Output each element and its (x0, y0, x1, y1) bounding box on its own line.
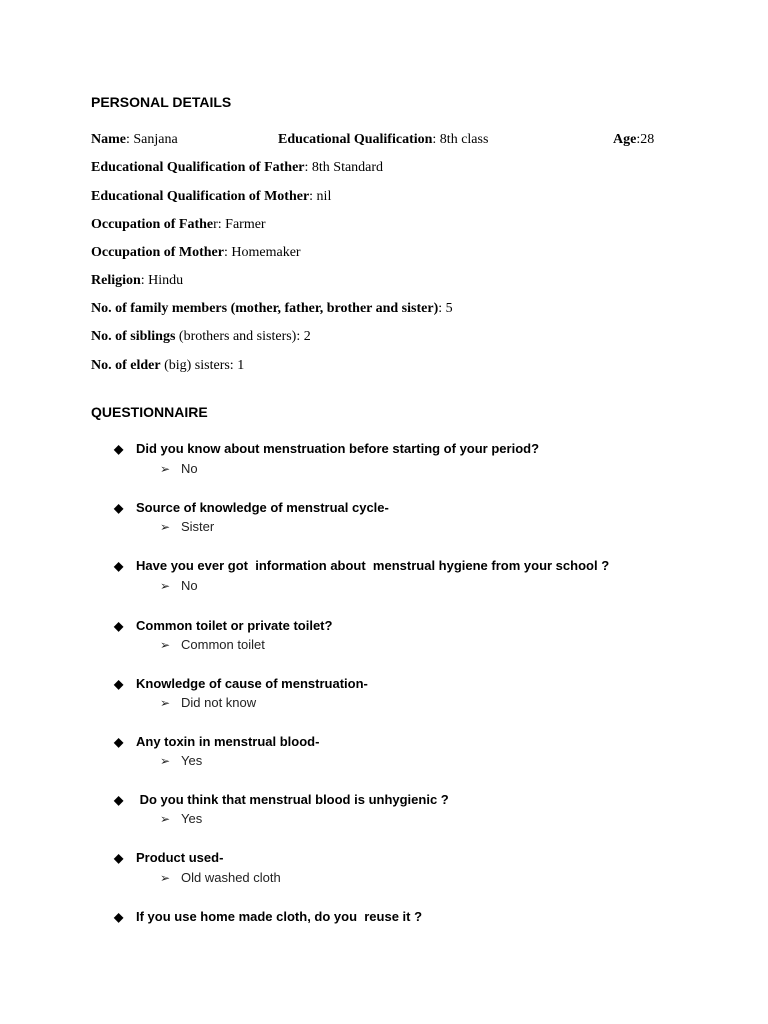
name-value: : Sanjana (126, 132, 178, 147)
question-item (114, 558, 609, 573)
question-text: Any toxin in menstrual blood- (136, 734, 320, 749)
answer-item (160, 811, 202, 826)
detail-label: Occupation of Mother (91, 245, 224, 260)
answer-text: Common toilet (181, 637, 265, 652)
arrow-bullet-icon: ➢ (160, 579, 171, 593)
siblings-row (91, 329, 311, 345)
answer-text: No (181, 578, 198, 593)
arrow-bullet-icon: ➢ (160, 638, 171, 652)
answer-item (160, 578, 198, 593)
name-label: Name (91, 132, 126, 147)
family-members-row (91, 301, 453, 317)
answer-text: Did not know (181, 695, 257, 710)
diamond-bullet-icon: ◆ (114, 851, 124, 865)
question-text: Common toilet or private toilet? (136, 618, 333, 633)
question-text: Product used- (136, 850, 224, 865)
question-item (114, 618, 332, 633)
education-value: : 8th class (432, 132, 489, 147)
age-value: :28 (636, 132, 655, 147)
detail-label: No. of family members (mother, father, brother and sister) (91, 301, 439, 316)
answer-text: No (181, 461, 198, 476)
answer-item (160, 695, 256, 710)
diamond-bullet-icon: ◆ (114, 619, 124, 633)
detail-label: Educational Qualification of Mother (91, 189, 310, 204)
answer-item (160, 870, 281, 885)
arrow-bullet-icon: ➢ (160, 696, 171, 710)
detail-label: No. of elder (91, 358, 161, 373)
education-label: Educational Qualification (278, 132, 433, 147)
question-item (114, 792, 449, 807)
father-education-row (91, 160, 383, 176)
detail-label: Educational Qualification of Father (91, 160, 305, 175)
detail-label: No. of siblings (91, 329, 176, 344)
answer-text: Old washed cloth (181, 870, 281, 885)
answer-text: Yes (181, 753, 203, 768)
father-occupation-row (91, 217, 266, 233)
diamond-bullet-icon: ◆ (114, 677, 124, 691)
mother-education-row (91, 189, 331, 205)
answer-item (160, 753, 202, 768)
detail-value: : Hindu (140, 273, 184, 288)
question-item (114, 676, 368, 691)
diamond-bullet-icon: ◆ (114, 793, 124, 807)
question-text: Did you know about menstruation before starting of your period? (136, 441, 540, 456)
question-item (114, 500, 389, 515)
answer-item (160, 637, 265, 652)
arrow-bullet-icon: ➢ (160, 754, 171, 768)
answer-item (160, 519, 214, 534)
question-item (114, 850, 223, 865)
name-row (91, 132, 178, 148)
detail-label: Occupation of Fathe (91, 217, 214, 232)
diamond-bullet-icon: ◆ (114, 501, 124, 515)
religion-row (91, 273, 183, 289)
question-text: Knowledge of cause of menstruation- (136, 676, 368, 691)
arrow-bullet-icon: ➢ (160, 812, 171, 826)
diamond-bullet-icon: ◆ (114, 910, 124, 924)
question-item (114, 909, 422, 924)
questionnaire-heading: QUESTIONNAIRE (91, 404, 208, 420)
question-text: Do you think that menstrual blood is unhygienic ? (136, 792, 449, 807)
arrow-bullet-icon: ➢ (160, 520, 171, 534)
education-row (278, 132, 488, 148)
question-text: Have you ever got information about menstrual hygiene from your school ? (136, 558, 610, 573)
diamond-bullet-icon: ◆ (114, 442, 124, 456)
answer-item (160, 461, 198, 476)
detail-value: (brothers and sisters): 2 (175, 329, 311, 344)
detail-value: : 5 (438, 301, 453, 316)
question-text: Source of knowledge of menstrual cycle- (136, 500, 389, 515)
question-item (114, 441, 539, 456)
age-row (613, 132, 654, 148)
diamond-bullet-icon: ◆ (114, 559, 124, 573)
question-item (114, 734, 319, 749)
elder-sisters-row (91, 358, 244, 374)
mother-occupation-row (91, 245, 301, 261)
detail-value: r: Farmer (213, 217, 266, 232)
question-text: If you use home made cloth, do you reuse it ? (136, 909, 423, 924)
answer-text: Yes (181, 811, 203, 826)
detail-value: : nil (309, 189, 332, 204)
age-label: Age (613, 132, 637, 147)
diamond-bullet-icon: ◆ (114, 735, 124, 749)
detail-label: Religion (91, 273, 141, 288)
detail-value: (big) sisters: 1 (160, 358, 245, 373)
answer-text: Sister (181, 519, 215, 534)
detail-value: : Homemaker (223, 245, 301, 260)
arrow-bullet-icon: ➢ (160, 462, 171, 476)
personal-details-heading: PERSONAL DETAILS (91, 94, 232, 110)
arrow-bullet-icon: ➢ (160, 871, 171, 885)
detail-value: : 8th Standard (304, 160, 384, 175)
